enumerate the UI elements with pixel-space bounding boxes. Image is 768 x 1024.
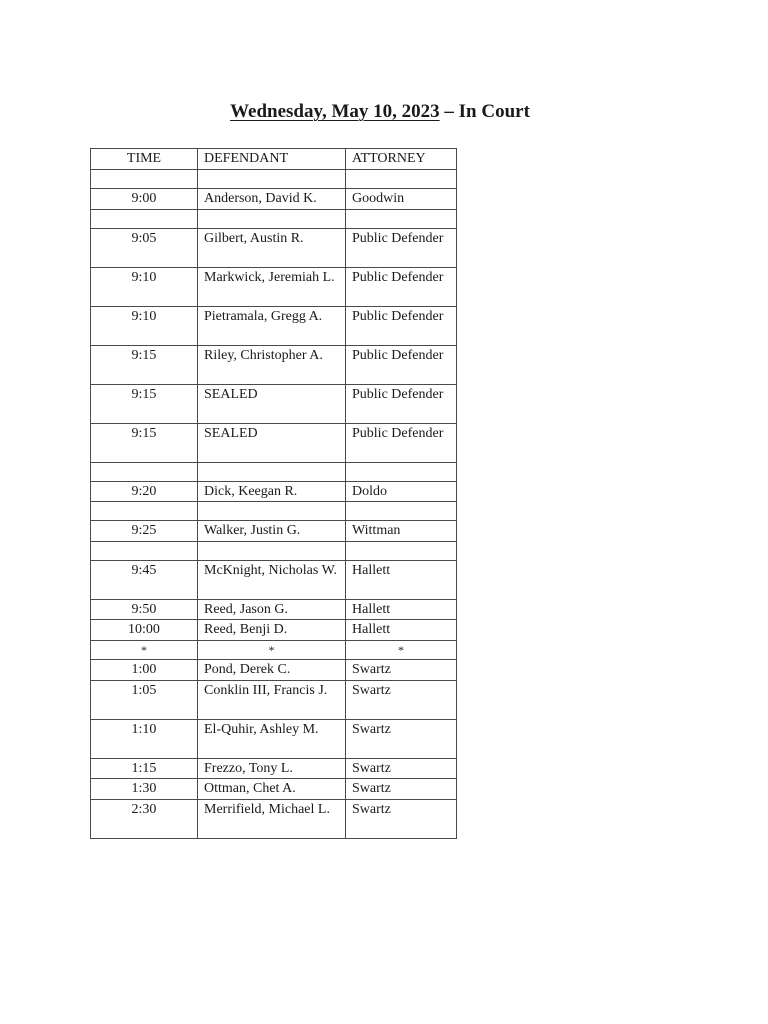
- table-row: [91, 758, 457, 779]
- cell-attorney: [346, 541, 457, 560]
- cell-attorney: Public Defender: [346, 267, 457, 306]
- table-row: [91, 521, 457, 542]
- table-row: [91, 481, 457, 502]
- cell-defendant: Gilbert, Austin R.: [198, 228, 346, 267]
- table-row: [91, 560, 457, 599]
- table-row: [91, 541, 457, 560]
- cell-attorney: Swartz: [346, 799, 457, 838]
- title-suffix: – In Court: [439, 101, 530, 122]
- cell-defendant: *: [198, 640, 346, 659]
- cell-time: 9:05: [91, 228, 198, 267]
- cell-defendant: McKnight, Nicholas W.: [198, 560, 346, 599]
- cell-attorney: Swartz: [346, 719, 457, 758]
- cell-attorney: Swartz: [346, 779, 457, 800]
- cell-time: 9:15: [91, 423, 198, 462]
- cell-time: 1:30: [91, 779, 198, 800]
- cell-attorney: Hallett: [346, 560, 457, 599]
- cell-attorney: [346, 170, 457, 189]
- cell-time: [91, 209, 198, 228]
- cell-attorney: Public Defender: [346, 228, 457, 267]
- cell-time: 9:10: [91, 267, 198, 306]
- cell-defendant: Pond, Derek C.: [198, 659, 346, 680]
- cell-defendant: Walker, Justin G.: [198, 521, 346, 542]
- cell-attorney: Goodwin: [346, 189, 457, 210]
- cell-time: 9:45: [91, 560, 198, 599]
- table-row: [91, 170, 457, 189]
- header-time: TIME: [91, 149, 198, 170]
- table-row: [91, 659, 457, 680]
- court-schedule-table: [90, 148, 457, 839]
- cell-time: 2:30: [91, 799, 198, 838]
- cell-defendant: Dick, Keegan R.: [198, 481, 346, 502]
- cell-defendant: [198, 462, 346, 481]
- cell-defendant: Reed, Jason G.: [198, 599, 346, 620]
- cell-attorney: *: [346, 640, 457, 659]
- cell-defendant: Reed, Benji D.: [198, 620, 346, 641]
- cell-time: 9:15: [91, 384, 198, 423]
- cell-defendant: Conklin III, Francis J.: [198, 680, 346, 719]
- cell-defendant: SEALED: [198, 423, 346, 462]
- table-row: [91, 267, 457, 306]
- cell-time: *: [91, 640, 198, 659]
- cell-attorney: Wittman: [346, 521, 457, 542]
- table-row: [91, 799, 457, 838]
- table-row: [91, 779, 457, 800]
- cell-attorney: Doldo: [346, 481, 457, 502]
- cell-time: 9:00: [91, 189, 198, 210]
- cell-defendant: Frezzo, Tony L.: [198, 758, 346, 779]
- cell-defendant: Pietramala, Gregg A.: [198, 306, 346, 345]
- cell-defendant: Merrifield, Michael L.: [198, 799, 346, 838]
- table-row: [91, 462, 457, 481]
- table-row: [91, 719, 457, 758]
- cell-time: 9:10: [91, 306, 198, 345]
- cell-attorney: [346, 462, 457, 481]
- cell-time: [91, 170, 198, 189]
- cell-defendant: SEALED: [198, 384, 346, 423]
- header-attorney: ATTORNEY: [346, 149, 457, 170]
- table-row: [91, 502, 457, 521]
- cell-time: 1:05: [91, 680, 198, 719]
- cell-defendant: Riley, Christopher A.: [198, 345, 346, 384]
- cell-time: 1:00: [91, 659, 198, 680]
- table-row: [91, 599, 457, 620]
- table-row: [91, 345, 457, 384]
- table-row: [91, 423, 457, 462]
- cell-time: 10:00: [91, 620, 198, 641]
- cell-defendant: [198, 209, 346, 228]
- cell-attorney: Hallett: [346, 620, 457, 641]
- cell-defendant: [198, 502, 346, 521]
- header-defendant: DEFENDANT: [198, 149, 346, 170]
- table-row: [91, 306, 457, 345]
- page-title: [0, 99, 760, 125]
- cell-time: 9:20: [91, 481, 198, 502]
- cell-attorney: Swartz: [346, 659, 457, 680]
- cell-attorney: [346, 502, 457, 521]
- cell-attorney: Public Defender: [346, 306, 457, 345]
- cell-attorney: Hallett: [346, 599, 457, 620]
- cell-time: [91, 502, 198, 521]
- table-header-row: [91, 149, 457, 170]
- table-row: [91, 209, 457, 228]
- table-row-separator: [91, 640, 457, 659]
- cell-time: [91, 541, 198, 560]
- cell-defendant: El-Quhir, Ashley M.: [198, 719, 346, 758]
- title-date: Wednesday, May 10, 2023: [230, 101, 440, 122]
- cell-defendant: Anderson, David K.: [198, 189, 346, 210]
- cell-attorney: Public Defender: [346, 423, 457, 462]
- cell-attorney: [346, 209, 457, 228]
- cell-defendant: Ottman, Chet A.: [198, 779, 346, 800]
- table-row: [91, 680, 457, 719]
- table-row: [91, 620, 457, 641]
- cell-time: 9:50: [91, 599, 198, 620]
- cell-time: 1:15: [91, 758, 198, 779]
- cell-time: 9:25: [91, 521, 198, 542]
- cell-attorney: Public Defender: [346, 345, 457, 384]
- cell-attorney: Public Defender: [346, 384, 457, 423]
- cell-time: 1:10: [91, 719, 198, 758]
- table-row: [91, 384, 457, 423]
- cell-attorney: Swartz: [346, 758, 457, 779]
- cell-time: [91, 462, 198, 481]
- cell-defendant: [198, 170, 346, 189]
- table-row: [91, 189, 457, 210]
- cell-time: 9:15: [91, 345, 198, 384]
- table-row: [91, 228, 457, 267]
- cell-defendant: [198, 541, 346, 560]
- cell-attorney: Swartz: [346, 680, 457, 719]
- cell-defendant: Markwick, Jeremiah L.: [198, 267, 346, 306]
